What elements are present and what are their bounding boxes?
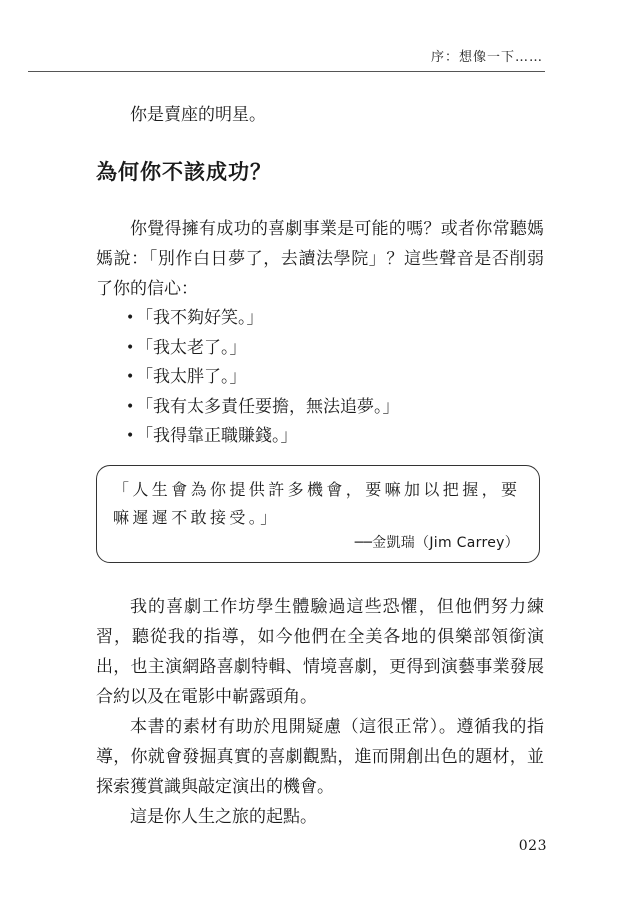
fear-list-text: 「我得靠正職賺錢。」	[136, 426, 298, 446]
opening-line: 你是賣座的明星。	[130, 105, 266, 125]
quote-attribution: ──金凱瑞（Jim Carrey）	[354, 535, 519, 551]
quote-text: 「人生會為你提供許多機會，要嘛加以把握，要嘛遲遲不敢接受。」	[113, 480, 521, 527]
fear-list-text: 「我太老了。」	[136, 337, 247, 358]
fear-list-text: 「我太胖了。」	[136, 367, 247, 387]
section-title: 為何你不該成功？	[96, 160, 272, 184]
running-header: 序：想像一下……	[430, 50, 543, 65]
bullet-dot-icon: •	[126, 310, 135, 326]
closing-block	[96, 592, 544, 832]
quote-box	[96, 465, 540, 563]
fear-list-text: 「我不夠好笑。」	[136, 308, 264, 328]
students-paragraph: 我的喜劇工作坊學生體驗過這些恐懼，但他們努力練習，聽從我的指導，如今他們在全美各地的俱樂部領銜演出，也主演網路喜劇特輯、情境喜劇，更得到演藝事業發展合約以及在電影中嶄露頭角。	[96, 597, 544, 707]
header-rule	[28, 71, 545, 72]
journey-paragraph: 這是你人生之旅的起點。	[130, 807, 317, 827]
bullet-dot-icon: •	[126, 369, 135, 385]
intro-block	[96, 214, 544, 452]
bullet-dot-icon: •	[126, 398, 135, 415]
book-material-paragraph: 本書的素材有助於甩開疑慮（這很正常）。遵循我的指導，你就會發掘真實的喜劇觀點，進而開創出色的題材，並探索獲賞識與敲定演出的機會。	[96, 717, 544, 797]
fear-list-item	[96, 304, 544, 334]
bullet-dot-icon: •	[126, 428, 135, 444]
fear-list-text: 「我有太多責任要擔，無法追夢。」	[136, 396, 400, 417]
bullet-dot-icon: •	[126, 339, 135, 356]
opening-line-block	[96, 100, 544, 130]
fear-list-item	[96, 363, 544, 393]
page-number: 023	[518, 838, 547, 854]
fear-list-item	[96, 393, 544, 423]
fear-list-item	[96, 422, 544, 452]
fear-list-item	[96, 334, 544, 364]
intro-paragraph: 你覺得擁有成功的喜劇事業是可能的嗎？或者你常聽媽媽說：「別作白日夢了，去讀法學院」？這些聲音是否削弱了你的信心：	[96, 219, 544, 299]
fear-list	[96, 304, 544, 452]
